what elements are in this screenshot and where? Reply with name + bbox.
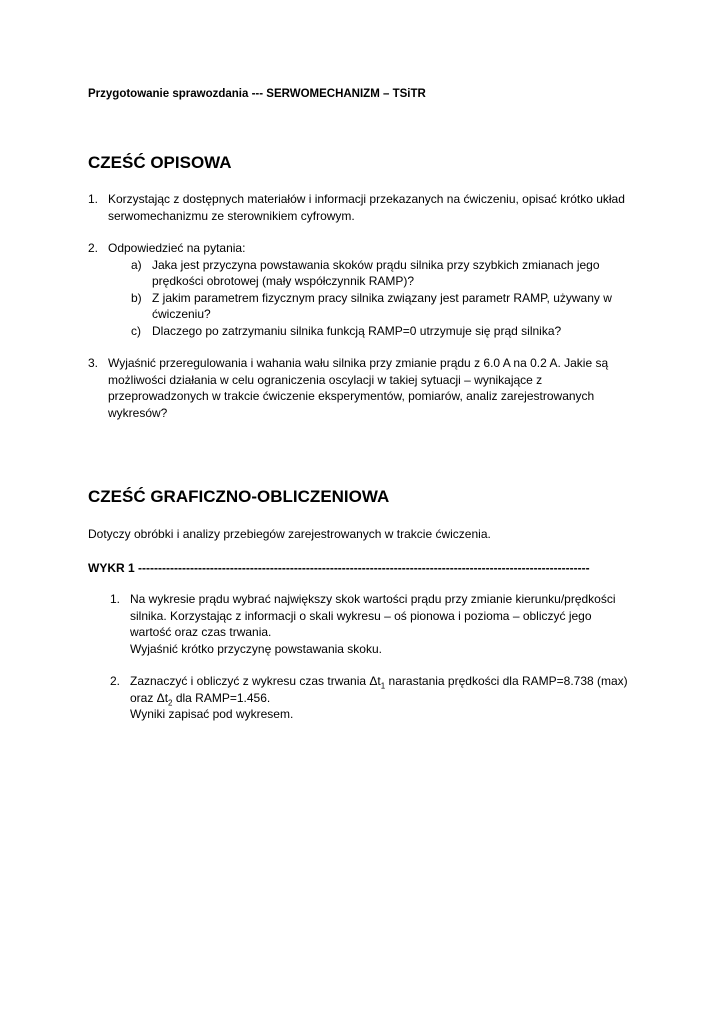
section-intro: Dotyczy obróbki i analizy przebiegów zarejestrowanych w trakcie ćwiczenia. (88, 527, 491, 541)
sub-text-line: Z jakim parametrem fizycznym pracy silnika związany jest parametr RAMP, używany w (152, 290, 612, 305)
subscript: 2 (168, 697, 173, 707)
list-number: 3. (88, 356, 99, 370)
sub-text-line: ćwiczeniu? (152, 307, 211, 321)
item-text-line (130, 673, 640, 690)
sub-list (131, 257, 648, 340)
sub-text-line: Jaka jest przyczyna powstawania skoków prądu silnika przy szybkich zmianach jego (152, 257, 600, 272)
item-text-line: Wyniki zapisać pod wykresem. (130, 707, 294, 721)
wykr-label: WYKR 1 ----------------------------------------------------------------------------------------------------------------- (88, 561, 590, 575)
wykr-item-2 (110, 673, 640, 723)
sub-text-line: Dlaczego po zatrzymaniu silnika funkcją RAMP=0 utrzymuje się prąd silnika? (152, 323, 562, 338)
item-text-line: wartość oraz czas trwania. (130, 625, 272, 639)
sub-item-a (131, 257, 632, 290)
item-text-line: wykresów? (108, 405, 168, 420)
list-number: 1. (110, 592, 121, 606)
item-text-line (130, 690, 640, 707)
text-fragment: oraz Δt (130, 690, 169, 705)
item-text-line: Odpowiedzieć na pytania: (108, 241, 246, 255)
sub-item-b (131, 290, 632, 323)
subscript: 1 (380, 681, 386, 691)
list-item-3 (88, 355, 648, 421)
item-text-line: silnika. Korzystając z informacji o skali wykresu – oś pionowa i pozioma – obliczyć jego (130, 608, 592, 623)
sub-item-c (131, 323, 632, 340)
item-text-line: Na wykresie prądu wybrać największy skok wartości prądu przy zmianie kierunku/prędkości (130, 592, 616, 606)
list-item-2 (88, 240, 648, 339)
sub-marker: b) (131, 290, 142, 305)
text-fragment: Zaznaczyć i obliczyć z wykresu czas trwania Δt (130, 674, 381, 688)
sub-text-line: prędkości obrotowej (mały współczynnik RAMP)? (152, 274, 415, 288)
item-text-line: serwomechanizmu ze sterownikiem cyfrowym. (108, 208, 355, 223)
list-item-1 (88, 191, 648, 224)
sub-marker: a) (131, 257, 142, 272)
item-text-line: przeprowadzonych w trakcie ćwiczenie eksperymentów, pomiarów, analiz zarejestrowanych (108, 389, 595, 403)
sub-marker: c) (131, 323, 141, 338)
list-number: 1. (88, 192, 99, 206)
item-text-line: Wyjaśnić przeregulowania i wahania wału silnika przy zmianie prądu z 6.0 A na 0.2 A. Jakie są (108, 356, 609, 370)
list-number: 2. (110, 674, 121, 688)
section-heading-graficzno: CZEŚĆ GRAFICZNO-OBLICZENIOWA (88, 487, 390, 506)
list-number: 2. (88, 241, 99, 255)
text-fragment: dla RAMP=1.456. (172, 690, 271, 705)
text-fragment: narastania prędkości dla RAMP=8.738 (max) (385, 674, 628, 688)
section-heading-opisowa: CZEŚĆ OPISOWA (88, 153, 232, 172)
wykr-item-1 (110, 591, 640, 657)
item-text-line: Korzystając z dostępnych materiałów i informacji przekazanych na ćwiczeniu, opisać krótko układ (108, 192, 625, 206)
document-title: Przygotowanie sprawozdania --- SERWOMECHANIZM – TSiTR (88, 88, 426, 100)
item-text-line: Wyjaśnić krótko przyczynę powstawania skoku. (130, 641, 382, 656)
item-text-line: możliwości działania w celu ograniczenia oscylacji w takiej sytuacji – wynikające z (108, 372, 543, 387)
